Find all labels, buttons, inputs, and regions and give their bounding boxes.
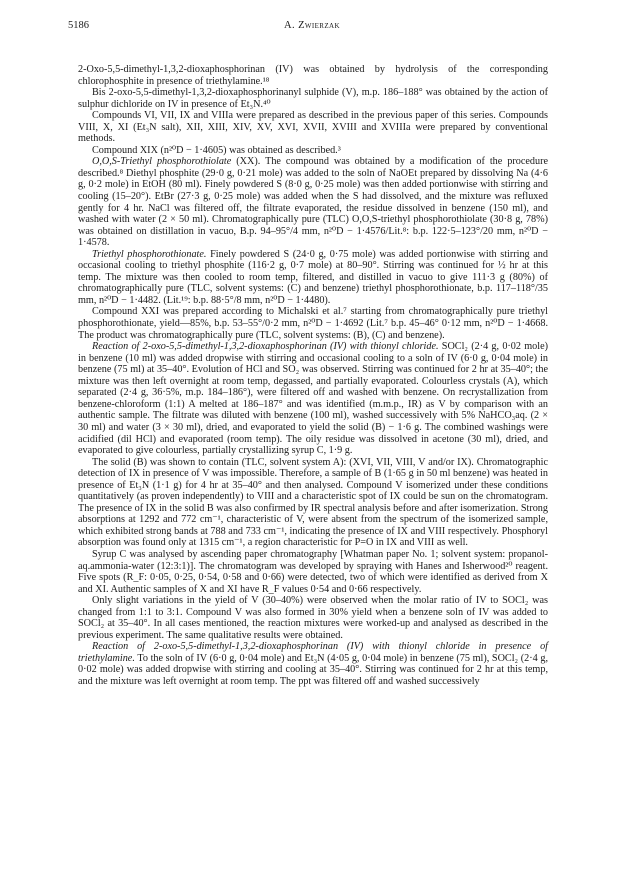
paragraph: Triethyl phosphorothionate. Finely powdered S (24·0 g, 0·75 mole) was added portionwise with stirring and occasional cooling to triethyl phosphite (116·2 g, 0·7 mole) at 80–90°. Stirring was continued for ½ hr at this temp. The mixture was then cooled to room temp, filtered, and distilled in vacuo to give 111·3 g (80%) of chromatographically pure (TLC, solvent systems: (C) and benzene) triethyl phosphorothionate, b.p. 117–118°/35 mm, n²⁰D − 1·4482. (Lit.¹⁹: b.p. 88·5°/8 mm, n²⁰D − 1·4480). — [78, 248, 548, 306]
paragraph: 2-Oxo-5,5-dimethyl-1,3,2-dioxaphosphorinan (IV) was obtained by hydrolysis of the corresponding chlorophosphite in presence of triethylamine.¹⁸ — [78, 64, 548, 87]
page-header — [68, 20, 556, 36]
article-body — [78, 64, 548, 688]
paragraph: Only slight variations in the yield of V (30–40%) were observed when the molar ratio of IV to SOCl₂ was changed from 1:1 to 3:1. Compound V was also formed in 30% yield when a benzene soln of IV was added to SOCl₂ at 35–40°. In all cases mentioned, the reaction mixtures were worked-up and analysed as described in the previous experiment. The same qualitative results were obtained. — [78, 595, 548, 641]
paragraph: O,O,S-Triethyl phosphorothiolate (XX). The compound was obtained by a modification of the procedure described.⁸ Diethyl phosphite (29·0 g, 0·21 mole) was added to the soln of NaOEt prepared by dissolving Na (4·6 g, 0·2 mole) in EtOH (80 ml). Finely powdered S (8·0 g, 0·25 mole) was then added portionwise with stirring and cooling (15–20°). EtBr (27·3 g, 0·25 mole) was added when the S had dissolved, and the mixture was refluxed gently for 4 hr. NaCl was filtered off, the filtrate evaporated, the residue dissolved in benzene (150 ml), and washed with water (2 × 50 ml). Chromatographically pure (TLC) O,O,S-triethyl phosphorothiolate (30·8 g, 78%) was obtained on distillation in vacuo, B.p. 94–95°/4 mm, n²⁰D − 1·4576/Lit.⁸: b.p. 122·5–123°/20 mm, n²⁰D − 1·4578. — [78, 156, 548, 249]
paragraph: Reaction of 2-oxo-5,5-dimethyl-1,3,2-dioxaphosphorinan (IV) with thionyl chloride. SOCl₂ (2·4 g, 0·02 mole) in benzene (10 ml) was added dropwise with stirring and occasional cooling to a soln of IV (6·0 g, 0·04 mole) in benzene (75 ml) at 35–40°. Evolution of HCl and SO₂ was observed. Stirring was continued for 2 hr at 35–40°; the mixture was then left overnight at room temp, degassed, and partially evaporated. Colourless crystals (A), which separated (2·4 g, 36·5%, m.p. 184–186°), were filtered off and washed with benzene. On recrystallization from benzene-chloroform (1:1) A melted at 186–187° and was identified (m.m.p., IR) as V by comparison with an authentic sample. The filtrate was diluted with benzene (100 ml), washed successively with 5% NaHCO₃aq. (2 × 30 ml) and water (3 × 30 ml), dried, and evaporated to yield the solid (B) − 1·6 g. The combined washings were acidified (dil HCl) and evaporated (room temp). The oily residue was dissolved in acetone (30 ml), dried, and evaporated to give colourless, partially crystallizing syrup C, 1·9 g. — [78, 341, 548, 457]
paragraph: The solid (B) was shown to contain (TLC, solvent system A): (XVI, VII, VIII, V and/or IX). Chromatographic detection of IX in presence of V was impossible. Therefore, a sample of B (1·65 g in 50 ml benzene) was heated in presence of Et₃N (1·1 g) for 4 hr at 35–40° and then analysed. Compound V isomerized under these conditions quantitatively (as proven independently) to VIII and a characteristic spot of IX could be sun on the chromatogram. The presence of IX in the solid B was also confirmed by IR spectral analysis before and after isomerization. Strong absorptions at 1292 and 772 cm⁻¹, characteristic of V, were absent from the spectrum of the isomerized sample, which exhibited strong bands at 788 and 733 cm⁻¹, indicating the presence of IX and VIII respectively. Phosphoryl absorption was found only at 1315 cm⁻¹, a region characteristic for P=O in IX and VIII as well. — [78, 456, 548, 549]
paragraph-lead: Reaction of 2-oxo-5,5-dimethyl-1,3,2-dioxaphosphorinan (IV) with thionyl chloride in presence of triethylamine. — [78, 641, 548, 664]
paragraph-lead: Triethyl phosphorothionate. — [92, 248, 207, 260]
running-head: A. Zwierzak — [284, 20, 340, 31]
paragraph: Bis 2-oxo-5,5-dimethyl-1,3,2-dioxaphosphorinanyl sulphide (V), m.p. 186–188° was obtained by the action of sulphur dichloride on IV in presence of Et₃N.⁴⁰ — [78, 87, 548, 110]
paragraph: Compound XXI was prepared according to Michalski et al.⁷ starting from chromatographically pure triethyl phosphorothionate, yield—85%, b.p. 53–55°/0·2 mm, n²⁰D − 1·4692 (Lit.⁷ b.p. 45–46° 0·12 mm, n²⁰D − 1·4668. The product was chromatographically pure (TLC, solvent systems: (B), (C) and benzene). — [78, 306, 548, 341]
paragraph-lead: O,O,S-Triethyl phosphorothiolate — [92, 156, 232, 168]
paragraph: Syrup C was analysed by ascending paper chromatography [Whatman paper No. 1; solvent system: propanol-aq.ammonia-water (12:3:1)]. The chromatogram was developed by spraying with Hanes and Isherwood²⁰ reagent. Five spots (R_F: 0·05, 0·25, 0·54, 0·58 and 0·66) were detected, two of which were identified as derived from X and XI. Authentic samples of X and XI have R_F values 0·54 and 0·66 respectively. — [78, 548, 548, 595]
paragraph: Compound XIX (n²⁰D − 1·4605) was obtained as described.³ — [92, 144, 341, 156]
paragraph: Reaction of 2-oxo-5,5-dimethyl-1,3,2-dioxaphosphorinan (IV) with thionyl chloride in presence of triethylamine. To the soln of IV (6·0 g, 0·04 mole) and Et₃N (4·05 g, 0·04 mole) in benzene (75 ml), SOCl₂ (2·4 g, 0·02 mole) was added dropwise with stirring and cooling at 35–40°. Stirring was continued for 2 hr at this temp, and the mixture was left overnight at room temp. The ppt was filtered off and washed successively — [78, 641, 548, 687]
paragraph-lead: Reaction of 2-oxo-5,5-dimethyl-1,3,2-dioxaphosphorinan (IV) with thionyl chloride. — [92, 341, 439, 353]
paragraph: Compounds VI, VII, IX and VIIIa were prepared as described in the previous paper of this series. Compounds VIII, X, XI (Et₃N salt), XII, XIII, XIV, XV, XVI, XVII, XVIII and XVIIIa were prepared by conventional methods. — [78, 110, 548, 145]
page-number: 5186 — [68, 20, 89, 31]
